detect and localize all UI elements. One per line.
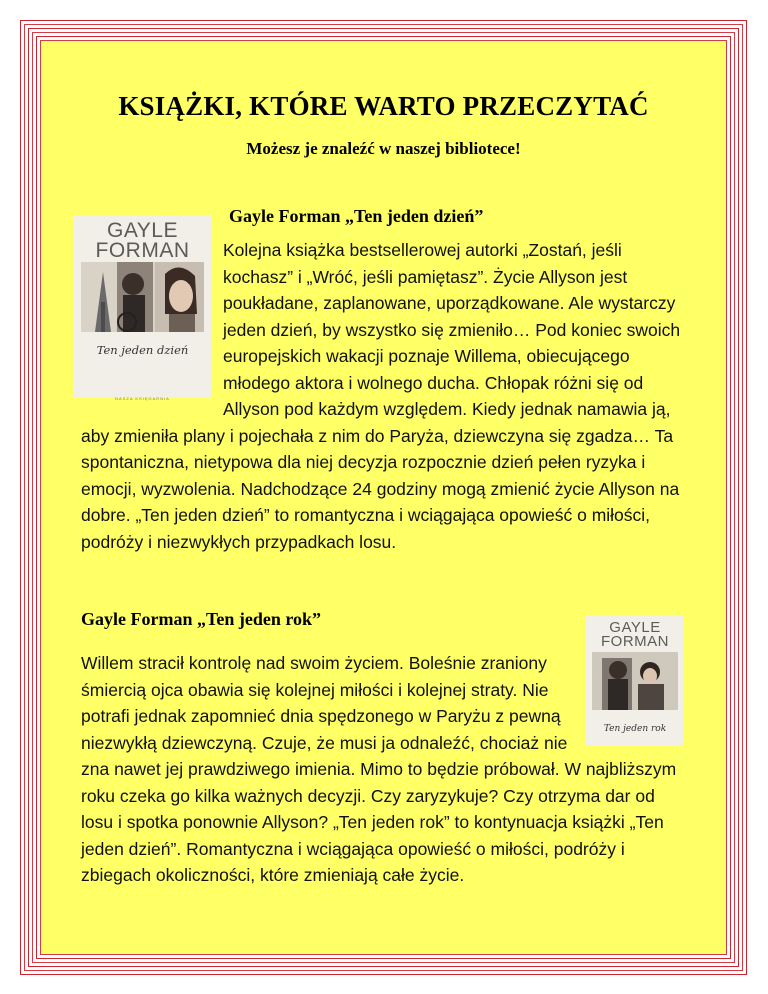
book-2-cover-photo [592,652,678,710]
book-2-description: Willem stracił kontrolę nad swoim życiem. Boleśnie zraniony śmiercią ojca obawia się kolejnej miłości i kolejnej straty. Nie potrafi jednak zapomnieć dnia spędzonego w Paryżu z pewną niezwykłą dziewczyną. Czuje, że musi ja odnaleźć, chociaż nie zna nawet jej prawdziwego imienia. Mimo to będzie próbował. W najbliższym roku czeka go kilka ważnych decyzji. Czy zaryzykuje? Czy otrzyma dar od losu i spotka ponownie Allyson? „Ten jeden rok” to kontynuacja książki „Ten jeden dzień”. Romantyczna i wciągająca opowieść o miłości, podróży i zbiegach okoliczności, które zmieniają całe życie. [81,653,677,885]
page-subtitle: Możesz je znaleźć w naszej bibliotece! [246,139,521,158]
book-1-description: Kolejna książka bestsellerowej autorki „Zostań, jeśli kochasz” i „Wróć, jeśli pamiętasz”. Życie Allyson jest poukładane, zaplanowane, uporządkowane. Ale wystarczy jeden dzień, by wszystko się zmieniło… Pod koniec swoich europejskich wakacji poznaje Willema, obiecującego młodego aktora i wolnego ducha. Chłopak różni się od Allyson pod każdym względem. Kiedy jednak namawia ją, aby zmieniła plany i pojechała z nim do Paryża, dziewczyna się zgadza… Ta spontaniczna, nietypowa dla niej decyzja rozpocznie dzień pełen ryzyka i emocji, wyzwolenia. Nadchodzące 24 godziny mogą zmienić życie Allyson na dobre. „Ten jeden dzień” to romantyczna i wciągająca opowieść o miłości, podróży i niezwykłych przypadkach losu. [81,240,681,552]
book-2-cover-author: GAYLE [609,619,661,636]
book-1-cover-author: FORMAN [95,239,190,262]
book-2-cover-title: Ten jeden rok [603,724,667,734]
book-1-cover-image [73,215,212,401]
book-2-cover-image [586,616,684,746]
poster-content [40,40,727,955]
book-1-cover-title: Ten jeden dzień [96,343,189,357]
book-2-section [81,619,686,889]
book-1-section [81,219,686,555]
book-2-heading: Gayle Forman „Ten jeden rok” [81,609,322,629]
page-title: KSIĄŻKI, KTÓRE WARTO PRZECZYTAĆ [118,91,649,121]
book-1-heading: Gayle Forman „Ten jeden dzień” [229,206,484,226]
book-1-cover-author: GAYLE [107,219,178,242]
book-2-cover-author: FORMAN [601,633,669,650]
book-1-cover-publisher: NASZA KSIĘGARNIA [115,396,170,401]
book-1-cover-photo [81,262,204,332]
